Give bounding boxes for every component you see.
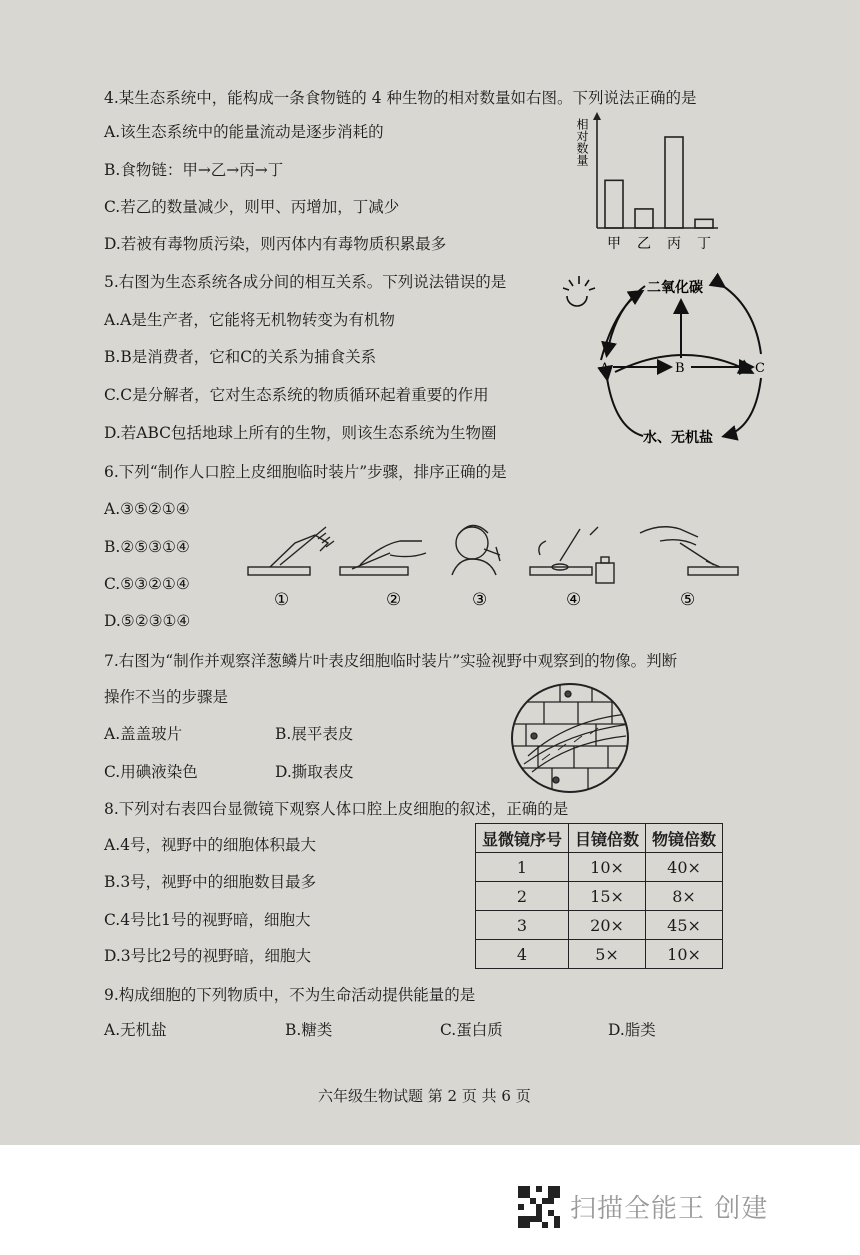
arrow-salt-to-a <box>607 378 643 436</box>
bar-2 <box>635 209 653 228</box>
bar-4 <box>695 219 713 228</box>
table-cell: 45× <box>646 911 723 940</box>
step-label-1: ① <box>274 590 290 610</box>
q5-option-b: B.B是消费者，它和C的关系为捕食关系 <box>104 348 377 366</box>
node-water-salt: 水、无机盐 <box>643 430 713 446</box>
step1-illustration <box>248 527 334 575</box>
q5-stem: 5.右图为生态系统各成分间的相互关系。下列说法错误的是 <box>104 273 507 291</box>
step3-illustration <box>452 525 500 575</box>
arrow-co2-to-a <box>607 286 645 354</box>
table-cell: 5× <box>569 940 646 969</box>
table-row <box>476 853 723 882</box>
q8-option-d: D.3号比2号的视野暗，细胞大 <box>104 947 312 965</box>
q6-option-a: A.③⑤②①④ <box>104 500 190 518</box>
y-axis-arrow <box>593 112 601 120</box>
q5-option-c: C.C是分解者，它对生态系统的物质循环起着重要的作用 <box>104 386 489 404</box>
table-header: 显微镜序号 <box>476 824 569 853</box>
sun-icon <box>563 276 595 306</box>
microscope-table <box>475 823 723 969</box>
q4-option-b: B.食物链：甲→乙→丙→丁 <box>104 161 284 179</box>
q9-option-d: D.脂类 <box>608 1021 656 1039</box>
q7-option-c: C.用碘液染色 <box>104 763 198 781</box>
table-row <box>476 882 723 911</box>
table-cell: 10× <box>569 853 646 882</box>
node-b: B <box>675 361 685 376</box>
q7-stem-line2: 操作不当的步骤是 <box>104 688 229 706</box>
q9-option-b: B.糖类 <box>285 1021 333 1039</box>
step-label-5: ⑤ <box>680 590 696 610</box>
page-footer: 六年级生物试题 第 2 页 共 6 页 <box>318 1087 531 1105</box>
ecosystem-diagram <box>555 268 785 450</box>
bar-1 <box>605 180 623 228</box>
x-tick-label: 丁 <box>697 236 711 252</box>
bar-3 <box>665 137 683 228</box>
table-header: 目镜倍数 <box>569 824 646 853</box>
q7-option-d: D.撕取表皮 <box>275 763 354 781</box>
q9-option-a: A.无机盐 <box>104 1021 167 1039</box>
arrow-c-to-co2 <box>723 286 761 354</box>
slide-preparation-steps <box>240 515 750 610</box>
table-cell: 2 <box>476 882 569 911</box>
x-tick-label: 乙 <box>637 236 651 252</box>
node-c: C <box>755 361 765 376</box>
table-cell: 4 <box>476 940 569 969</box>
step-label-3: ③ <box>472 590 488 610</box>
q8-option-c: C.4号比1号的视野暗，细胞大 <box>104 911 311 929</box>
q6-option-d: D.⑤②③①④ <box>104 612 191 630</box>
step-label-2: ② <box>386 590 402 610</box>
q4-option-a: A.该生态系统中的能量流动是逐步消耗的 <box>104 123 384 141</box>
q9-option-c: C.蛋白质 <box>440 1021 503 1039</box>
q6-stem: 6.下列“制作人口腔上皮细胞临时装片”步骤，排序正确的是 <box>104 463 507 481</box>
table-cell: 8× <box>646 882 723 911</box>
q7-option-a: A.盖盖玻片 <box>104 725 183 743</box>
step5-illustration <box>640 527 738 575</box>
q5-option-d: D.若ABC包括地球上所有的生物，则该生态系统为生物圈 <box>104 424 497 442</box>
table-row <box>476 911 723 940</box>
y-axis-label: 相对数量 <box>575 118 589 166</box>
table-cell: 3 <box>476 911 569 940</box>
table-cell: 20× <box>569 911 646 940</box>
q4-stem: 4.某生态系统中，能构成一条食物链的 4 种生物的相对数量如右图。下列说法正确的是 <box>104 89 697 107</box>
q6-option-c: C.⑤③②①④ <box>104 575 190 593</box>
q7-stem-line1: 7.右图为“制作并观察洋葱鳞片叶表皮细胞临时装片”实验视野中观察到的物像。判断 <box>104 652 678 670</box>
table-cell: 40× <box>646 853 723 882</box>
x-tick-label: 丙 <box>667 236 681 252</box>
step4-illustration <box>530 527 614 583</box>
relative-quantity-bar-chart <box>560 110 730 260</box>
node-co2: 二氧化碳 <box>647 280 703 296</box>
table-cell: 10× <box>646 940 723 969</box>
scanner-watermark-label: 扫描全能王 创建 <box>570 1194 769 1224</box>
table-row <box>476 940 723 969</box>
q7-option-b: B.展平表皮 <box>275 725 354 743</box>
q4-option-d: D.若被有毒物质污染，则丙体内有毒物质积累最多 <box>104 235 447 253</box>
step2-illustration <box>340 541 426 575</box>
onion-cells-field-of-view <box>508 680 632 796</box>
q9-stem: 9.构成细胞的下列物质中，不为生命活动提供能量的是 <box>104 986 476 1004</box>
table-header: 物镜倍数 <box>646 824 723 853</box>
q8-option-a: A.4号，视野中的细胞体积最大 <box>104 836 316 854</box>
step-label-4: ④ <box>566 590 582 610</box>
table-header-row <box>476 824 723 853</box>
table-cell: 15× <box>569 882 646 911</box>
arrow-c-to-salt <box>725 378 761 436</box>
x-tick-label: 甲 <box>607 236 621 252</box>
q8-option-b: B.3号，视野中的细胞数目最多 <box>104 873 317 891</box>
node-a: A <box>600 361 610 376</box>
table-cell: 1 <box>476 853 569 882</box>
q5-option-a: A.A是生产者，它能将无机物转变为有机物 <box>104 311 395 329</box>
qr-code-icon <box>518 1186 560 1228</box>
q4-option-c: C.若乙的数量减少，则甲、丙增加，丁减少 <box>104 198 400 216</box>
q6-option-b: B.②⑤③①④ <box>104 538 190 556</box>
q8-stem: 8.下列对右表四台显微镜下观察人体口腔上皮细胞的叙述，正确的是 <box>104 800 569 818</box>
